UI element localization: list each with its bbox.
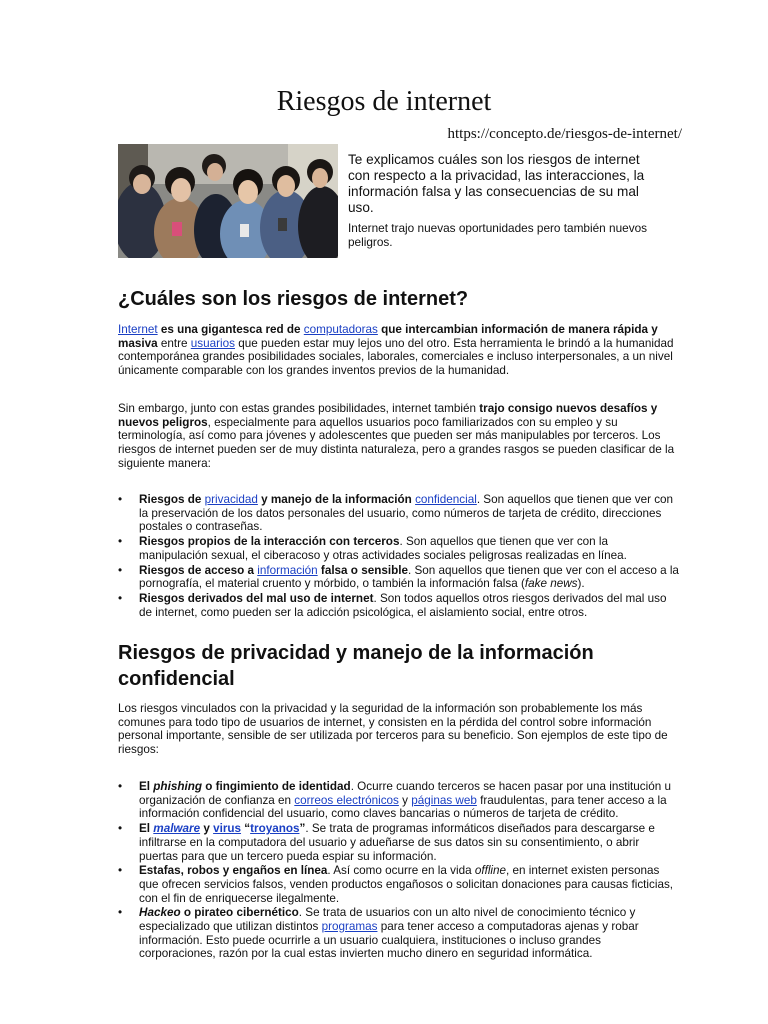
text: Sin embargo, junto con estas grandes posibilidades, internet también (118, 402, 476, 415)
section-heading-riesgos: ¿Cuáles son los riesgos de internet? (118, 288, 469, 310)
list-item (118, 906, 680, 961)
paragraph-desafios (118, 402, 680, 471)
italic-text: offline (474, 864, 507, 878)
bold-text: que intercambian información de manera rápida y masiva (118, 323, 658, 350)
bold-text: Riesgos propios de la interacción con terceros (139, 535, 400, 549)
privacy-risk-list (118, 780, 680, 962)
bold-text: Riesgos de acceso a (139, 563, 254, 577)
italic-text: fake news (524, 577, 578, 591)
bold-text: y (203, 822, 210, 836)
text: . Son todos aquellos otros riesgos derivados del mal uso de internet, como pueden ser la adicción psicológica, el aislamiento social, entre otros. (139, 591, 667, 619)
photo-teens-with-phones (118, 144, 338, 258)
intro-lead: Te explicamos cuáles son los riesgos de internet con respecto a la privacidad, las interacciones, la información falsa y las consecuencias de su mal uso. (348, 152, 645, 215)
list-item (118, 780, 680, 821)
paragraph-privacidad: Los riesgos vinculados con la privacidad y la seguridad de la información son probablemente los más comunes para todo tipo de usuarios de internet, y consisten en la pérdida del control sobre información personal importante, sensible de ser utilizada por terceros para su beneficio. Son ejemplos de este tipo de riesgos: (118, 702, 668, 757)
text: , en internet existen personas que ofrecen servicios falsos, venden productos engañosos o solicitan donaciones para causas ficticias, con el fin de enriquecerse ilegalmente. (139, 864, 674, 905)
text: . Son aquellos que tienen que ver con la manipulación sexual, el ciberacoso y otras actividades sociales peligrosas realizadas en línea. (139, 535, 627, 562)
text: . Así como ocurre en la vida (327, 864, 472, 878)
section-heading-privacidad: Riesgos de privacidad y manejo de la información confidencial (118, 642, 594, 690)
text: que pueden estar muy lejos uno del otro. Esta herramienta le brindó a la humanidad contemporánea grandes posibilidades sociales, laborales, comerciales e incluso interpersonales, a un nivel únicamente comparable con los grandes inventos previos de la humanidad. (118, 336, 674, 378)
list-item (118, 864, 680, 905)
text: , especialmente para aquellos usuarios poco familiarizados con su empleo y su terminología, así como para jóvenes y adolescentes que pueden ser más manipulables por terceros. Los riesgos de internet pueden ser de muy distinta naturaleza, pero a grandes rasgos se pueden clasificar de la siguiente manera: (118, 415, 675, 470)
bold-text: El (139, 822, 151, 836)
list-item (118, 822, 680, 863)
text: . Se trata de usuarios con un alto nivel de conocimiento técnico y especializado que utilizan distintos (139, 906, 636, 934)
link-informacion[interactable]: información (257, 563, 318, 577)
list-item (118, 592, 680, 619)
link-troyanos[interactable]: troyanos (250, 822, 300, 836)
list-item (118, 564, 680, 591)
link-paginas-web[interactable]: páginas web (411, 793, 477, 807)
risk-list (118, 493, 680, 620)
list-item (118, 535, 680, 562)
text: ). (577, 577, 585, 591)
bold-text: es una gigantesca red de (160, 323, 301, 336)
bold-text: ” (299, 822, 306, 836)
link-internet[interactable]: Internet (118, 323, 158, 336)
bold-text: Riesgos de (139, 493, 202, 506)
bold-text: o fingimiento de identidad (205, 780, 351, 793)
intro-sub: Internet trajo nuevas oportunidades pero también nuevos peligros. (348, 221, 648, 249)
bold-text: Riesgos derivados del mal uso de internet (139, 591, 374, 605)
paragraph-internet (118, 323, 680, 378)
bold-text: El (139, 780, 151, 793)
link-malware[interactable]: malware (153, 822, 201, 836)
link-computadoras[interactable]: computadoras (303, 323, 378, 336)
link-privacidad[interactable]: privacidad (204, 493, 258, 506)
text: para tener acceso a computadoras ajenas y robar información. Esto puede ocurrirle a un usuario cualquiera, instituciones o incluso grandes corporaciones, razón por la cual estas invierten mucho dinero en seguridad informática. (139, 920, 639, 961)
text: . Ocurre cuando terceros se hacen pasar por una institución u organización de confianza en (139, 780, 671, 807)
bold-italic-text: phishing (153, 780, 202, 793)
bold-text: y manejo de la información (261, 493, 412, 506)
text: . Son aquellos que tienen que ver con el acceso a la pornografía, el material cruento y mórbido, o también la información falsa ( (139, 563, 679, 591)
link-programas[interactable]: programas (321, 920, 378, 934)
text: . Se trata de programas informáticos diseñados para descargarse e infiltrarse en la computadora del usuario y adueñarse de sus datos sin su consentimiento, o abrir puertas para que un tercero pueda espiar su información. (139, 822, 655, 863)
bold-text: trajo consigo nuevos desafíos y nuevos peligros (118, 402, 658, 429)
list-item (118, 493, 680, 534)
bold-text: falsa o sensible (320, 563, 408, 577)
text: y (402, 793, 408, 807)
bold-text: “ (244, 822, 251, 836)
source-url: https://concepto.de/riesgos-de-internet/ (447, 126, 682, 142)
bold-italic-text: Hackeo (139, 906, 181, 920)
link-virus[interactable]: virus (213, 822, 242, 836)
link-confidencial[interactable]: confidencial (415, 493, 477, 506)
text: . Son aquellos que tienen que ver con la preservación de los datos personales del usuario, como números de tarjeta de crédito, direcciones postales o contraseñas. (139, 493, 674, 534)
link-correos-electronicos[interactable]: correos electrónicos (294, 793, 399, 807)
text: fraudulentas, para tener acceso a la información confidencial del usuario, como claves bancarias o números de tarjeta de crédito. (139, 793, 667, 821)
bold-text: Estafas, robos y engaños en línea (139, 864, 328, 878)
text: entre (160, 336, 188, 350)
bold-text: o pirateo cibernético (183, 906, 299, 920)
page-title: Riesgos de internet (276, 86, 492, 117)
link-usuarios[interactable]: usuarios (190, 336, 235, 350)
